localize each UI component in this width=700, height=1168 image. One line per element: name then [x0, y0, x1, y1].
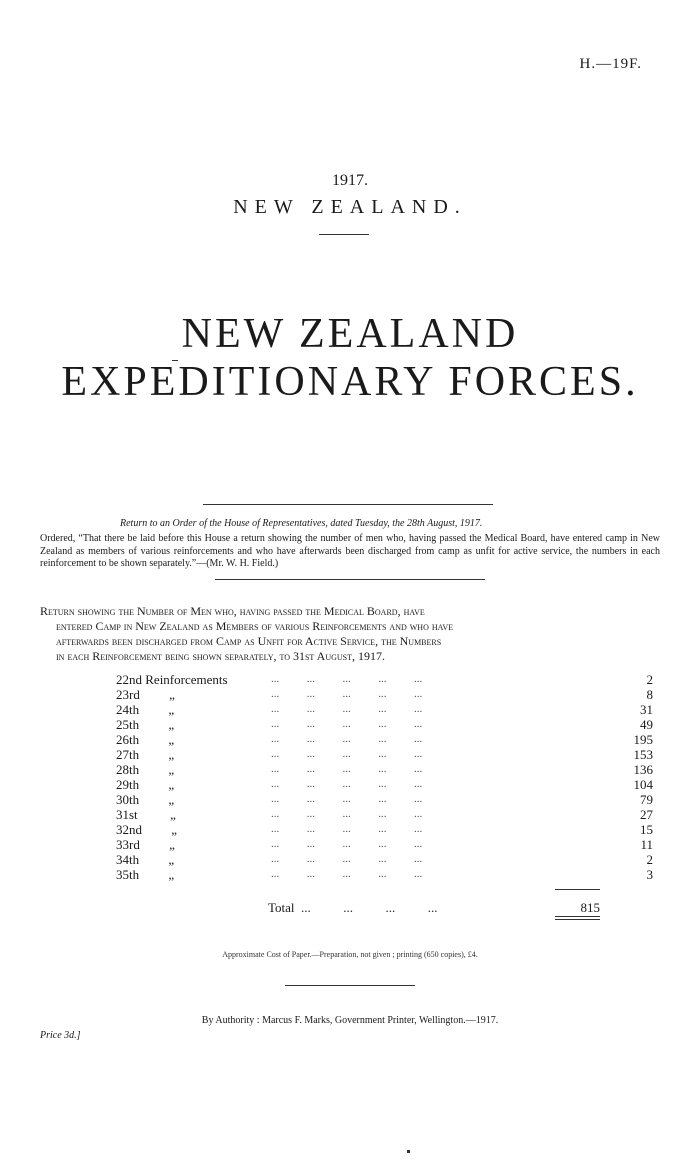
reinforcement-label: 23rd „ [116, 687, 175, 702]
table-row [116, 777, 653, 792]
reinforcement-count: 79 [640, 792, 653, 807]
return-heading-line: in each Reinforcement being shown separately, to 31st August, 1917. [56, 649, 385, 663]
total-double-rule [555, 919, 600, 920]
table-row [116, 747, 653, 762]
reinforcement-count: 153 [633, 747, 653, 762]
reinforcement-label: 26th „ [116, 732, 175, 747]
reinforcement-count: 2 [646, 852, 653, 867]
reinforcement-count: 15 [640, 822, 653, 837]
divider-rule [172, 360, 178, 361]
reinforcement-count: 8 [646, 687, 653, 702]
leader-dots: ... ... ... ... ... [271, 718, 423, 730]
document-title: NEW ZEALAND EXPEDITIONARY FORCES. [61, 311, 639, 405]
reinforcement-count: 2 [646, 672, 653, 687]
leader-dots: ... ... ... ... ... [271, 808, 423, 820]
reinforcement-count: 31 [640, 702, 653, 717]
divider-rule [319, 234, 369, 235]
return-heading [40, 604, 662, 664]
reinforcement-count: 136 [633, 762, 653, 777]
leader-dots: ... ... ... ... ... [271, 673, 423, 685]
table-row [116, 852, 653, 867]
reinforcement-label: 33rd „ [116, 837, 175, 852]
table-row [116, 732, 653, 747]
leader-dots: ... ... ... ... ... [271, 838, 423, 850]
cost-note: Approximate Cost of Paper.—Preparation, not given ; printing (650 copies), £4. [222, 950, 478, 959]
reinforcement-label: 29th „ [116, 777, 175, 792]
table-row [116, 822, 653, 837]
price: Price 3d.] [40, 1030, 81, 1041]
leader-dots: ... ... ... ... ... [271, 868, 423, 880]
reinforcement-label: 25th „ [116, 717, 175, 732]
table-row [116, 672, 653, 687]
reinforcements-table [116, 672, 653, 882]
return-heading-line: entered Camp in New Zealand as Members of various Reinforcements and who have [56, 619, 454, 633]
table-row [116, 717, 653, 732]
reinforcement-label: 31st „ [116, 807, 176, 822]
table-row [116, 837, 653, 852]
leader-dots: ... ... ... ... ... [271, 853, 423, 865]
reinforcement-label: 30th „ [116, 792, 175, 807]
country-heading: NEW ZEALAND. [233, 196, 467, 218]
table-row [116, 867, 653, 882]
table-row [116, 687, 653, 702]
reinforcement-count: 11 [640, 837, 653, 852]
reinforcement-label: 27th „ [116, 747, 175, 762]
leader-dots: ... ... ... ... ... [271, 703, 423, 715]
reinforcement-count: 49 [640, 717, 653, 732]
reinforcement-label: 28th „ [116, 762, 175, 777]
reinforcement-label: 22nd Reinforcements [116, 672, 228, 687]
reinforcement-label: 24th „ [116, 702, 175, 717]
reinforcement-count: 3 [646, 867, 653, 882]
divider-rule [203, 504, 493, 505]
reinforcement-count: 104 [633, 777, 653, 792]
leader-dots: ... ... ... ... ... [271, 748, 423, 760]
leader-dots: ... ... ... ... ... [271, 793, 423, 805]
return-heading-line: Return showing the Number of Men who, having passed the Medical Board, have [40, 604, 425, 618]
page-mark [407, 1150, 410, 1153]
order-text: Ordered, “That there be laid before this House a return showing the number of men who, having passed the Medical Board, have entered camp in New Zealand as members of various reinforcements and who have afterwards been discharged from camp as unfit for active service, the numbers in each reinforcement to be shown separately.”—(Mr. W. H. Field.) [40, 533, 660, 569]
leader-dots: ... ... ... ... ... [271, 763, 423, 775]
leader-dots: ... ... ... ... ... [271, 778, 423, 790]
table-row [116, 807, 653, 822]
leader-dots: ... ... ... ... ... [271, 823, 423, 835]
paper-reference: H.—19F. [579, 56, 642, 72]
year: 1917. [332, 172, 368, 189]
table-row [116, 702, 653, 717]
total-rule [555, 889, 600, 890]
table-row [116, 792, 653, 807]
printer-authority: By Authority : Marcus F. Marks, Government Printer, Wellington.—1917. [201, 1015, 499, 1026]
divider-rule [215, 579, 485, 580]
divider-rule [285, 985, 415, 986]
total-double-rule [555, 916, 600, 917]
total-label: Total ... ... ... ... [268, 900, 438, 915]
reinforcement-count: 195 [633, 732, 653, 747]
table-row [116, 762, 653, 777]
order-heading: Return to an Order of the House of Representatives, dated Tuesday, the 28th August, 1917. [120, 518, 483, 529]
reinforcement-label: 35th „ [116, 867, 175, 882]
total-value: 815 [580, 900, 600, 915]
leader-dots: ... ... ... ... ... [271, 733, 423, 745]
return-heading-line: afterwards been discharged from Camp as Unfit for Active Service, the Numbers [56, 634, 442, 648]
reinforcement-label: 32nd „ [116, 822, 178, 837]
reinforcement-label: 34th „ [116, 852, 175, 867]
reinforcement-count: 27 [640, 807, 653, 822]
leader-dots: ... ... ... ... ... [271, 688, 423, 700]
